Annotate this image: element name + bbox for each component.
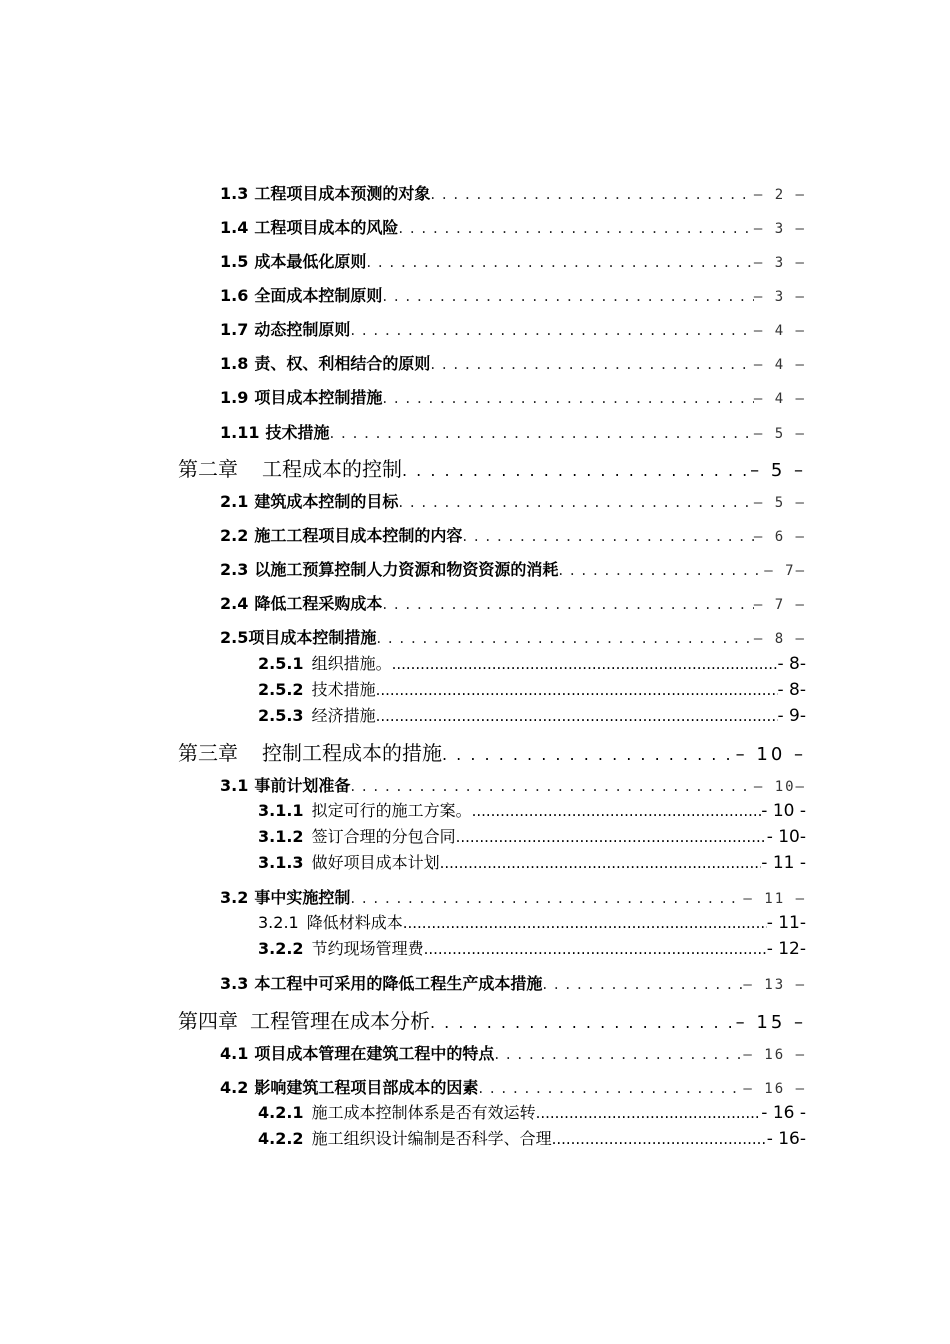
- toc-entry-title: 技术措施: [265, 423, 330, 442]
- dot-leader: [398, 219, 753, 237]
- toc-subentry-page: - 12-: [766, 939, 806, 959]
- toc-entry-title: 工程项目成本预测的对象: [254, 184, 431, 203]
- toc-subentry-3-2-1[interactable]: [258, 910, 806, 933]
- toc-subentry-page: - 10 -: [761, 801, 806, 821]
- toc-entry-page: – 3 –: [753, 289, 806, 305]
- toc-entry-page: – 3 –: [753, 255, 806, 271]
- toc-chapter-title: 工程管理在成本分析: [250, 1009, 430, 1033]
- toc-entry-page: – 4 –: [753, 357, 806, 373]
- dot-leader: [350, 321, 753, 339]
- dot-leader: [552, 1130, 767, 1148]
- toc-subentry-2-5-2[interactable]: [258, 677, 806, 700]
- toc-entry-number: 1.6: [220, 286, 249, 305]
- dot-leader: [376, 629, 753, 647]
- toc-chapter-title: 控制工程成本的措施: [262, 741, 442, 765]
- dot-leader: [494, 1045, 743, 1063]
- toc-subentry-number: 2.5.1: [258, 654, 304, 673]
- toc-subentry-page: - 10-: [766, 827, 806, 847]
- toc-entry-title: 以施工预算控制人力资源和物资资源的消耗: [254, 560, 559, 579]
- dot-leader: [398, 493, 753, 511]
- toc-subentry-page: - 16-: [766, 1129, 806, 1149]
- toc-subentry-number: 3.2.2: [258, 939, 304, 958]
- toc-entry-page: – 5 –: [753, 495, 806, 511]
- dot-leader: [542, 975, 743, 993]
- toc-subentry-number: 2.5.3: [258, 706, 304, 725]
- toc-entry-number: 2.1: [220, 492, 249, 511]
- dot-leader: [442, 745, 736, 764]
- toc-chapter-number: 第三章: [178, 741, 238, 765]
- dot-leader: [403, 914, 767, 932]
- toc-entry-3-3[interactable]: [220, 971, 806, 994]
- toc-subentry-number: 3.1.3: [258, 853, 304, 872]
- toc-entry-number: 1.7: [220, 320, 249, 339]
- toc-chapter-2[interactable]: [178, 453, 806, 482]
- dot-leader: [402, 461, 750, 480]
- toc-subentry-page: - 9-: [777, 706, 806, 726]
- toc-subentry-3-2-2[interactable]: [258, 936, 806, 959]
- toc-entry-3-2[interactable]: [220, 885, 806, 908]
- toc-subentry-2-5-1[interactable]: [258, 651, 806, 674]
- toc-entry-2-2[interactable]: [220, 523, 806, 546]
- toc-entry-title: 建筑成本控制的目标: [254, 492, 399, 511]
- toc-subentry-title: 组织措施。: [311, 654, 392, 673]
- toc-entry-number: 1.4: [220, 218, 249, 237]
- toc-entry-title: 影响建筑工程项目部成本的因素: [254, 1078, 479, 1097]
- toc-entry-title: 项目成本管理在建筑工程中的特点: [254, 1044, 495, 1063]
- toc-entry-number: 3.1: [220, 776, 249, 795]
- toc-subentry-3-1-2[interactable]: [258, 824, 806, 847]
- toc-entry-number: 1.11: [220, 423, 260, 442]
- dot-leader: [366, 253, 753, 271]
- toc-entry-page: – 2 –: [753, 187, 806, 203]
- toc-entry-1-6[interactable]: [220, 283, 806, 306]
- toc-entry-page: – 10–: [753, 779, 806, 795]
- toc-entry-number: 1.8: [220, 354, 249, 373]
- toc-entry-1-5[interactable]: [220, 249, 806, 272]
- toc-subentry-title: 技术措施: [311, 680, 376, 699]
- toc-entry-title: 全面成本控制原则: [254, 286, 383, 305]
- toc-entry-number: 2.2: [220, 526, 249, 545]
- toc-entry-3-1[interactable]: [220, 773, 806, 796]
- toc-subentry-page: - 8-: [777, 680, 806, 700]
- toc-subentry-title: 做好项目成本计划: [311, 853, 440, 872]
- dot-leader: [456, 828, 767, 846]
- toc-entry-title: 施工工程项目成本控制的内容: [254, 526, 463, 545]
- dot-leader: [462, 527, 753, 545]
- toc-subentry-number: 4.2.2: [258, 1129, 304, 1148]
- dot-leader: [558, 561, 764, 579]
- toc-entry-1-11[interactable]: [220, 420, 806, 443]
- toc-subentry-title: 施工成本控制体系是否有效运转: [311, 1103, 536, 1122]
- toc-entry-page: – 4 –: [753, 391, 806, 407]
- toc-entry-number: 2.3: [220, 560, 249, 579]
- toc-entry-number: 1.5: [220, 252, 249, 271]
- toc-subentry-number: 2.5.2: [258, 680, 304, 699]
- dot-leader: [382, 389, 753, 407]
- toc-entry-2-5[interactable]: [220, 625, 806, 648]
- toc-entry-page: – 16 –: [743, 1047, 806, 1063]
- toc-subentry-2-5-3[interactable]: [258, 703, 806, 726]
- toc-entry-page: – 5 –: [753, 426, 806, 442]
- toc-chapter-number: 第四章: [178, 1009, 238, 1033]
- toc-entry-2-4[interactable]: [220, 591, 806, 614]
- toc-entry-title: 项目成本控制措施: [248, 628, 377, 647]
- toc-entry-2-1[interactable]: [220, 489, 806, 512]
- dot-leader: [430, 185, 753, 203]
- toc-chapter-number: 第二章: [178, 457, 238, 481]
- dot-leader: [350, 777, 753, 795]
- toc-entry-number: 4.1: [220, 1044, 249, 1063]
- toc-entry-title: 事前计划准备: [254, 776, 351, 795]
- toc-entry-page: – 8 –: [753, 631, 806, 647]
- toc-subentry-title: 节约现场管理费: [311, 939, 424, 958]
- toc-entry-title: 工程项目成本的风险: [254, 218, 399, 237]
- toc-entry-number: 2.5: [220, 628, 249, 647]
- toc-chapter-page: – 5 –: [750, 460, 806, 481]
- toc-subentry-page: - 11-: [766, 913, 806, 933]
- dot-leader: [536, 1104, 762, 1122]
- toc-chapter-title: 工程成本的控制: [262, 457, 402, 481]
- toc-entry-title: 降低工程采购成本: [254, 594, 383, 613]
- toc-entry-number: 4.2: [220, 1078, 249, 1097]
- toc-subentry-title: 拟定可行的施工方案。: [311, 801, 472, 820]
- toc-subentry-number: 3.2.1: [258, 913, 299, 932]
- toc-chapter-page: – 10 –: [735, 744, 806, 765]
- toc-entry-number: 1.3: [220, 184, 249, 203]
- toc-subentry-3-1-1[interactable]: [258, 798, 806, 821]
- toc-entry-1-9[interactable]: [220, 385, 806, 408]
- toc-subentry-number: 3.1.2: [258, 827, 304, 846]
- toc-entry-page: – 16 –: [743, 1081, 806, 1097]
- toc-entry-4-2[interactable]: [220, 1075, 806, 1098]
- dot-leader: [472, 802, 762, 820]
- dot-leader: [424, 940, 767, 958]
- toc-subentry-title: 签订合理的分包合同: [311, 827, 456, 846]
- toc-entry-title: 事中实施控制: [254, 888, 351, 907]
- toc-entry-page: – 7–: [764, 563, 806, 579]
- toc-subentry-title: 施工组织设计编制是否科学、合理: [311, 1129, 552, 1148]
- dot-leader: [382, 595, 753, 613]
- toc-subentry-page: - 11 -: [761, 853, 806, 873]
- toc-entry-1-3[interactable]: [220, 181, 806, 204]
- toc-subentry-3-1-3[interactable]: [258, 850, 806, 873]
- toc-subentry-page: - 16 -: [761, 1103, 806, 1123]
- dot-leader: [392, 655, 778, 673]
- toc-subentry-number: 3.1.1: [258, 801, 304, 820]
- dot-leader: [350, 889, 743, 907]
- toc-entry-title: 项目成本控制措施: [254, 388, 383, 407]
- toc-subentry-4-2-2[interactable]: [258, 1126, 806, 1149]
- toc-entry-page: – 13 –: [743, 977, 806, 993]
- dot-leader: [376, 707, 778, 725]
- toc-entry-page: – 3 –: [753, 221, 806, 237]
- toc-entry-number: 3.2: [220, 888, 249, 907]
- toc-entry-page: – 7 –: [753, 597, 806, 613]
- dot-leader: [430, 1013, 736, 1032]
- toc-chapter-3[interactable]: [178, 737, 806, 766]
- dot-leader: [440, 854, 762, 872]
- dot-leader: [430, 355, 753, 373]
- toc-entry-page: – 4 –: [753, 323, 806, 339]
- dot-leader: [478, 1079, 743, 1097]
- toc-entry-title: 责、权、利相结合的原则: [254, 354, 431, 373]
- toc-entry-title: 本工程中可采用的降低工程生产成本措施: [254, 974, 543, 993]
- dot-leader: [376, 681, 778, 699]
- toc-entry-page: – 11 –: [743, 891, 806, 907]
- dot-leader: [382, 287, 753, 305]
- toc-entry-title: 成本最低化原则: [254, 252, 367, 271]
- toc-entry-1-8[interactable]: [220, 351, 806, 374]
- toc-chapter-4[interactable]: [178, 1005, 806, 1034]
- toc-entry-title: 动态控制原则: [254, 320, 351, 339]
- toc-chapter-page: – 15 –: [735, 1012, 806, 1033]
- toc-entry-1-7[interactable]: [220, 317, 806, 340]
- toc-entry-2-3[interactable]: [220, 557, 806, 580]
- toc-entry-1-4[interactable]: [220, 215, 806, 238]
- toc-entry-page: – 6 –: [753, 529, 806, 545]
- toc-subentry-title: 降低材料成本: [306, 913, 403, 932]
- toc-subentry-title: 经济措施: [311, 706, 376, 725]
- toc-subentry-page: - 8-: [777, 654, 806, 674]
- toc-subentry-4-2-1[interactable]: [258, 1100, 806, 1123]
- dot-leader: [330, 424, 754, 442]
- toc-entry-number: 1.9: [220, 388, 249, 407]
- toc-entry-number: 2.4: [220, 594, 249, 613]
- toc-subentry-number: 4.2.1: [258, 1103, 304, 1122]
- toc-entry-4-1[interactable]: [220, 1041, 806, 1064]
- toc-entry-number: 3.3: [220, 974, 249, 993]
